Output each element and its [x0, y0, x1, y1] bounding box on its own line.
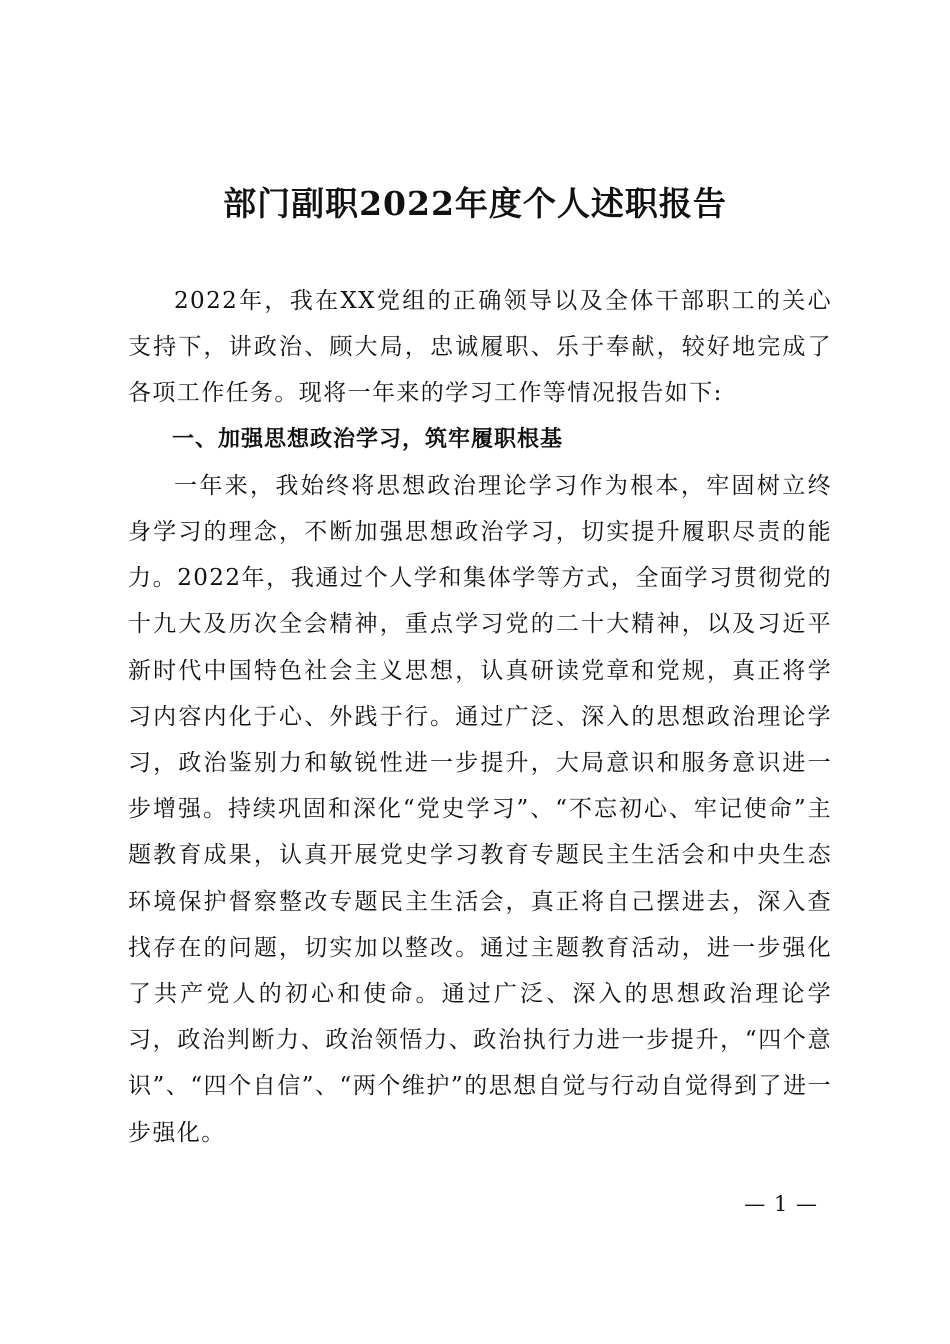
page-number: — 1 —: [744, 1192, 818, 1216]
document-body: [128, 278, 832, 1156]
section-1-paragraph: 一年来，我始终将思想政治理论学习作为根本，牢固树立终身学习的理念，不断加强思想政治学习，切实提升履职尽责的能力。2022年，我通过个人学和集体学等方式，全面学习贯彻党的十九大及历次全会精神，重点学习党的二十大精神，以及习近平新时代中国特色社会主义思想，认真研读党章和党规，真正将学习内容内化于心、外践于行。通过广泛、深入的思想政治理论学习，政治鉴别力和敏锐性进一步提升，大局意识和服务意识进一步增强。持续巩固和深化“党史学习”、“不忘初心、牢记使命”主题教育成果，认真开展党史学习教育专题民主生活会和中央生态环境保护督察整改专题民主生活会，真正将自己摆进去，深入查找存在的问题，切实加以整改。通过主题教育活动，进一步强化了共产党人的初心和使命。通过广泛、深入的思想政治理论学习，政治判断力、政治领悟力、政治执行力进一步提升，“四个意识”、“四个自信”、“两个维护”的思想自觉与行动自觉得到了进一步强化。: [128, 472, 832, 1146]
intro-paragraph: 2022年，我在XX党组的正确领导以及全体干部职工的关心支持下，讲政治、顾大局，忠诚履职、乐于奉献，较好地完成了各项工作任务。现将一年来的学习工作等情况报告如下:: [128, 288, 832, 407]
document-title: 部门副职2022年度个人述职报告: [223, 184, 727, 223]
section-heading-1: 一、加强思想政治学习，筑牢履职根基: [172, 426, 564, 452]
